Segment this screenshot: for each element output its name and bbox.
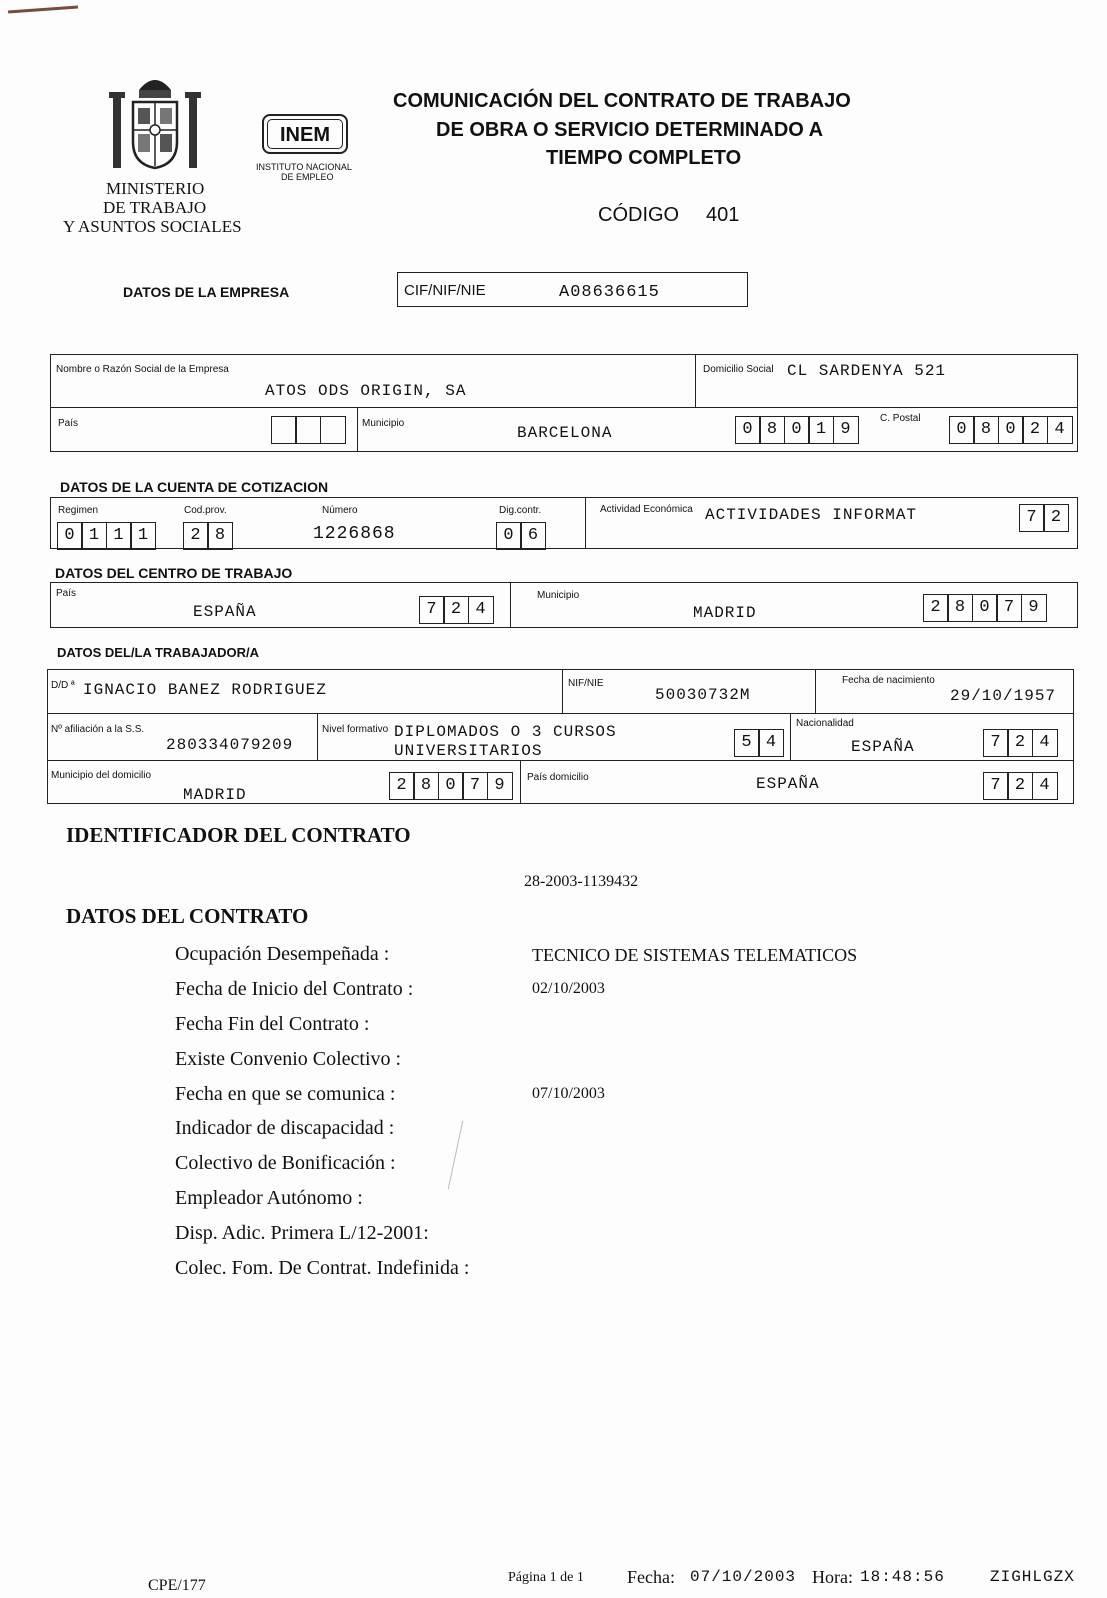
- digit-cell: [295, 416, 321, 444]
- actividad-value: ACTIVIDADES INFORMAT: [705, 506, 918, 524]
- colec-fom-label: Colec. Fom. De Contrat. Indefinida :: [175, 1257, 470, 1279]
- fnac-value: 29/10/1957: [950, 687, 1057, 705]
- pais-label: País: [58, 418, 79, 429]
- digit-cell: [271, 416, 297, 444]
- digit-cell: 6: [520, 522, 546, 550]
- centro-municipio-label: Municipio: [537, 590, 580, 601]
- dig-code: [497, 522, 546, 550]
- digit-cell: 0: [57, 522, 83, 550]
- digit-cell: 2: [1007, 729, 1033, 757]
- paisdom-value: ESPAÑA: [756, 775, 820, 793]
- numero-value: 1226868: [313, 524, 396, 544]
- digit-cell: 4: [1032, 729, 1058, 757]
- section-trabajador: DATOS DEL/LA TRABAJADOR/A: [57, 645, 259, 660]
- nombre-value: ATOS ODS ORIGIN, SA: [265, 382, 467, 400]
- digit-cell: 0: [438, 772, 464, 800]
- digit-cell: 0: [949, 416, 975, 444]
- fecha-inicio-value: 02/10/2003: [532, 980, 605, 997]
- digit-cell: 9: [833, 416, 859, 444]
- paisdom-label: País domicilio: [527, 772, 589, 783]
- digit-cell: 4: [758, 729, 784, 757]
- ghost-text: [545, 48, 550, 68]
- afil-label: Nº afiliación a la S.S.: [51, 724, 145, 735]
- digit-cell: 5: [734, 729, 760, 757]
- afil-value: 280334079209: [166, 736, 294, 754]
- digit-cell: 2: [389, 772, 415, 800]
- digit-cell: 7: [462, 772, 488, 800]
- section-cotizacion: DATOS DE LA CUENTA DE COTIZACION: [60, 479, 329, 495]
- divider: [357, 407, 358, 452]
- centro-pais-value: ESPAÑA: [193, 603, 257, 621]
- digit-cell: 7: [983, 729, 1009, 757]
- digit-cell: 0: [998, 416, 1024, 444]
- digit-cell: 8: [413, 772, 439, 800]
- digit-cell: 7: [996, 594, 1022, 622]
- divider: [47, 760, 1074, 761]
- divider: [695, 354, 696, 407]
- digit-cell: 8: [947, 594, 973, 622]
- centro-pais-label: País: [56, 588, 77, 599]
- digit-cell: 1: [81, 522, 107, 550]
- mun-value: MADRID: [183, 786, 247, 804]
- inem-sub2: DE EMPLEO: [281, 172, 334, 182]
- regimen-label: Regimen: [58, 505, 99, 516]
- dd-label: D/D ª: [51, 680, 75, 691]
- actividad-code: [1020, 504, 1069, 532]
- nac-value: ESPAÑA: [851, 738, 915, 756]
- divider: [50, 407, 1078, 408]
- fecha-inicio-label: Fecha de Inicio del Contrato :: [175, 978, 414, 1000]
- centro-pais-code: [420, 596, 494, 624]
- domicilio-value: CL SARDENYA 521: [787, 362, 947, 380]
- digit-cell: 8: [759, 416, 785, 444]
- nac-label: Nacionalidad: [796, 718, 854, 729]
- municipio-label: Municipio: [362, 418, 405, 429]
- divider: [585, 497, 586, 549]
- cp-label: C. Postal: [880, 413, 921, 424]
- footer-code: ZIGHLGZX: [990, 1568, 1075, 1586]
- digit-cell: 0: [972, 594, 998, 622]
- ghost-text: [210, 315, 218, 349]
- digit-cell: 7: [1019, 504, 1045, 532]
- nif-label: NIF/NIE: [568, 678, 604, 689]
- digit-cell: 4: [1047, 416, 1073, 444]
- codigo-value: 401: [706, 204, 740, 226]
- paisdom-code: [984, 772, 1058, 800]
- dig-label: Dig.contr.: [499, 505, 542, 516]
- inem-logo-text: INEM: [267, 119, 343, 149]
- cp-code: [950, 416, 1073, 444]
- municipio-value: BARCELONA: [517, 424, 613, 442]
- divider: [815, 669, 816, 713]
- divider: [790, 713, 791, 760]
- nivel-label: Nivel formativo: [322, 724, 389, 735]
- disp-adic-label: Disp. Adic. Primera L/12-2001:: [175, 1222, 429, 1244]
- mun-code: [390, 772, 513, 800]
- digit-cell: 2: [1007, 772, 1033, 800]
- cif-value: A08636615: [559, 283, 660, 302]
- trabajador-nombre: IGNACIO BANEZ RODRIGUEZ: [83, 681, 327, 699]
- ministry-line2: DE TRABAJO: [103, 198, 207, 217]
- digit-cell: 1: [106, 522, 132, 550]
- title-line3: TIEMPO COMPLETO: [546, 147, 742, 169]
- digit-cell: 1: [808, 416, 834, 444]
- codigo-label: CÓDIGO: [598, 204, 680, 226]
- mun-label: Municipio del domicilio: [51, 770, 152, 781]
- digit-cell: 4: [468, 596, 494, 624]
- digit-cell: 1: [130, 522, 156, 550]
- digit-cell: 0: [735, 416, 761, 444]
- municipio-code: [736, 416, 859, 444]
- ministry-line1: MINISTERIO: [106, 179, 205, 198]
- digit-cell: 2: [1043, 504, 1069, 532]
- ocupacion-value: TECNICO DE SISTEMAS TELEMATICOS: [532, 945, 858, 965]
- nombre-label: Nombre o Razón Social de la Empresa: [56, 364, 229, 375]
- identificador-heading: IDENTIFICADOR DEL CONTRATO: [66, 823, 411, 847]
- digit-cell: 2: [923, 594, 949, 622]
- digit-cell: 9: [487, 772, 513, 800]
- pais-code-empty: [272, 416, 346, 444]
- title-line1: COMUNICACIÓN DEL CONTRATO DE TRABAJO: [393, 90, 851, 112]
- identificador-value: 28-2003-1139432: [524, 873, 639, 890]
- divider: [47, 713, 1074, 714]
- bonificacion-label: Colectivo de Bonificación :: [175, 1152, 396, 1174]
- contrato-heading: DATOS DEL CONTRATO: [66, 904, 309, 928]
- fecha-fin-label: Fecha Fin del Contrato :: [175, 1013, 370, 1035]
- fnac-label: Fecha de nacimiento: [842, 675, 935, 686]
- digit-cell: 2: [1022, 416, 1048, 444]
- fecha-comunica-label: Fecha en que se comunica :: [175, 1083, 396, 1105]
- digit-cell: 7: [419, 596, 445, 624]
- nivel-code: [735, 729, 784, 757]
- coat-of-arms-icon: [105, 68, 205, 176]
- discapacidad-label: Indicador de discapacidad :: [175, 1117, 395, 1139]
- pen-mark: [8, 6, 78, 14]
- digit-cell: 8: [973, 416, 999, 444]
- ocupacion-label: Ocupación Desempeñada :: [175, 943, 390, 965]
- divider: [520, 760, 521, 804]
- nivel-value-1: DIPLOMADOS O 3 CURSOS: [394, 723, 617, 741]
- digit-cell: 7: [983, 772, 1009, 800]
- footer-fecha-label: Fecha:: [627, 1567, 675, 1587]
- digit-cell: 4: [1032, 772, 1058, 800]
- domicilio-label: Domicilio Social: [703, 364, 774, 375]
- digit-cell: [320, 416, 346, 444]
- codprov-label: Cod.prov.: [184, 505, 227, 516]
- footer-hora: 18:48:56: [860, 1568, 945, 1586]
- divider: [510, 582, 511, 628]
- footer-form: CPE/177: [148, 1577, 206, 1594]
- actividad-label: Actividad Económica: [600, 504, 693, 515]
- nivel-value-2: UNIVERSITARIOS: [394, 742, 543, 760]
- ministry-line3: Y ASUNTOS SOCIALES: [63, 217, 242, 236]
- divider: [317, 713, 318, 760]
- digit-cell: 9: [1021, 594, 1047, 622]
- footer-hora-label: Hora:: [812, 1567, 853, 1587]
- footer-fecha: 07/10/2003: [690, 1568, 797, 1586]
- inem-sub1: INSTITUTO NACIONAL: [256, 162, 352, 172]
- title-line2: DE OBRA O SERVICIO DETERMINADO A: [436, 119, 824, 141]
- section-empresa: DATOS DE LA EMPRESA: [123, 284, 290, 300]
- centro-municipio-value: MADRID: [693, 604, 757, 622]
- digit-cell: 8: [207, 522, 233, 550]
- digit-cell: 2: [183, 522, 209, 550]
- digit-cell: 2: [443, 596, 469, 624]
- regimen-code: [58, 522, 156, 550]
- digit-cell: 0: [784, 416, 810, 444]
- section-centro: DATOS DEL CENTRO DE TRABAJO: [55, 565, 293, 581]
- nif-value: 50030732M: [655, 686, 751, 704]
- convenio-label: Existe Convenio Colectivo :: [175, 1048, 402, 1070]
- nac-code: [984, 729, 1058, 757]
- codprov-code: [184, 522, 233, 550]
- pencil-mark: [448, 1121, 464, 1190]
- autonomo-label: Empleador Autónomo :: [175, 1187, 363, 1209]
- digit-cell: 0: [496, 522, 522, 550]
- fecha-comunica-value: 07/10/2003: [532, 1085, 605, 1102]
- inem-logo: [262, 114, 348, 154]
- numero-label: Número: [322, 505, 358, 516]
- cif-label: CIF/NIF/NIE: [404, 282, 486, 299]
- centro-municipio-code: [924, 594, 1047, 622]
- divider: [562, 669, 563, 713]
- footer-page: Página 1 de 1: [508, 1570, 584, 1585]
